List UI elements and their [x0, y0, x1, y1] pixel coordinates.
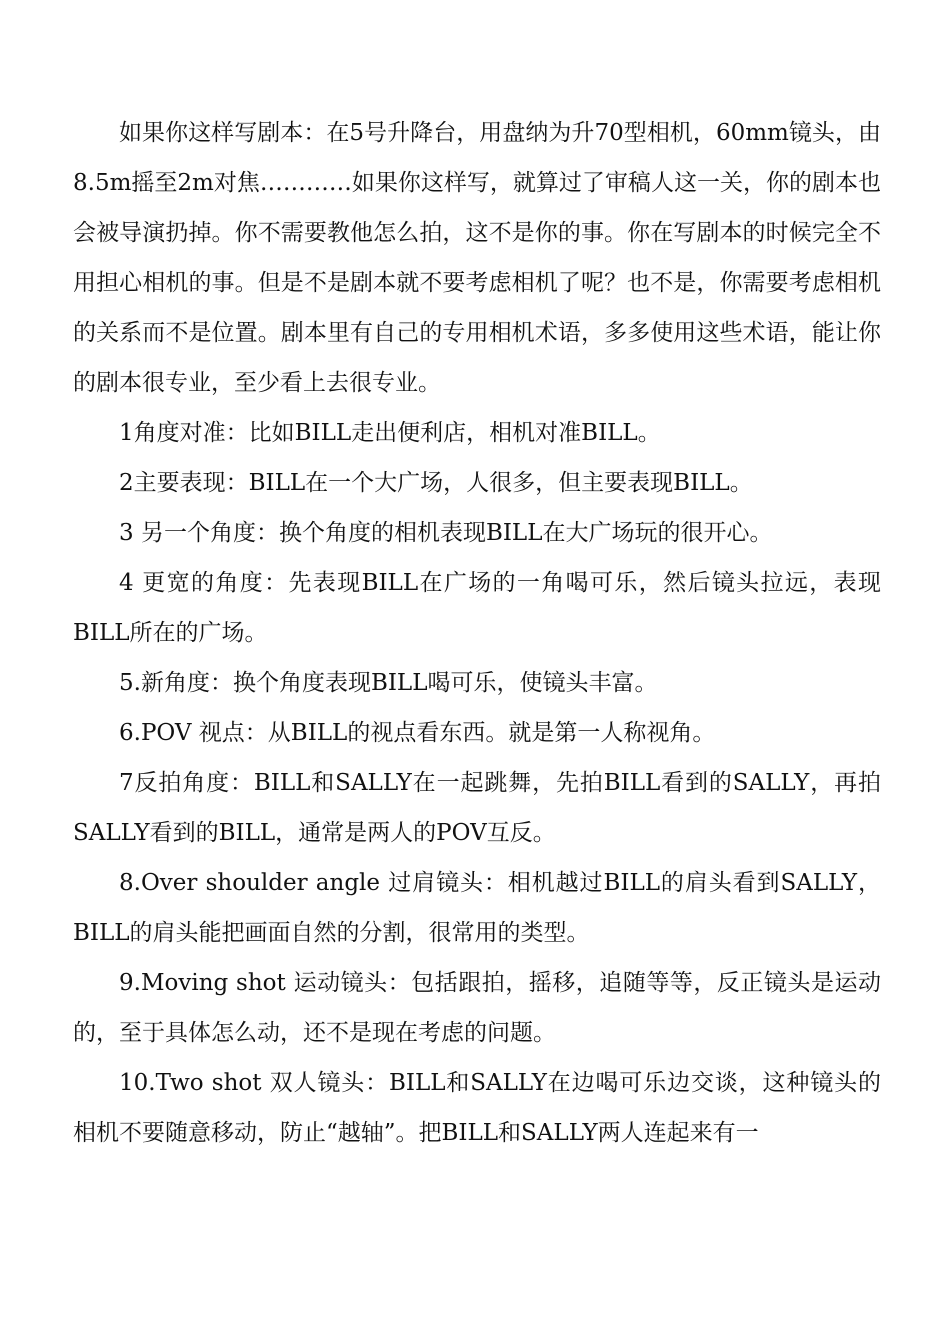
paragraph-item-5: 5.新角度：换个角度表现BILL喝可乐，使镜头丰富。 [119, 670, 658, 696]
paragraph-item-4: 4 更宽的角度：先表现BILL在广场的一角喝可乐，然后镜头拉远，表现BILL所在的广场。 [73, 570, 881, 646]
paragraph-item-1: 1角度对准：比如BILL走出便利店，相机对准BILL。 [119, 420, 661, 446]
paragraph-item-10: 10.Two shot 双人镜头：BILL和SALLY在边喝可乐边交谈，这种镜头的相机不要随意移动，防止“越轴”。把BILL和SALLY两人连起来有一 [73, 1070, 881, 1146]
paragraph-intro: 如果你这样写剧本：在5号升降台，用盘纳为升70型相机，60mm镜头，由8.5m摇至2m对焦…………如果你这样写，就算过了审稿人这一关，你的剧本也会被导演扔掉。你不需要教他怎么拍，这不是你的事。你在写剧本的时候完全不用担心相机的事。但是不是剧本就不要考虑相机了呢？也不是，你需要考虑相机的关系而不是位置。剧本里有自己的专用相机术语，多多使用这些术语，能让你的剧本很专业，至少看上去很专业。 [73, 120, 881, 396]
paragraph-item-9: 9.Moving shot 运动镜头：包括跟拍，摇移，追随等等，反正镜头是运动的，至于具体怎么动，还不是现在考虑的问题。 [73, 970, 881, 1046]
paragraph-item-3: 3 另一个角度：换个角度的相机表现BILL在大广场玩的很开心。 [119, 520, 773, 546]
paragraph-item-7: 7反拍角度：BILL和SALLY在一起跳舞，先拍BILL看到的SALLY，再拍SALLY看到的BILL，通常是两人的POV互反。 [73, 770, 881, 846]
paragraph-item-6: 6.POV 视点：从BILL的视点看东西。就是第一人称视角。 [119, 720, 716, 746]
document-page [73, 108, 881, 1158]
paragraph-item-8: 8.Over shoulder angle 过肩镜头：相机越过BILL的肩头看到SALLY，BILL的肩头能把画面自然的分割，很常用的类型。 [73, 870, 881, 946]
paragraph-item-2: 2主要表现：BILL在一个大广场，人很多，但主要表现BILL。 [119, 470, 753, 496]
